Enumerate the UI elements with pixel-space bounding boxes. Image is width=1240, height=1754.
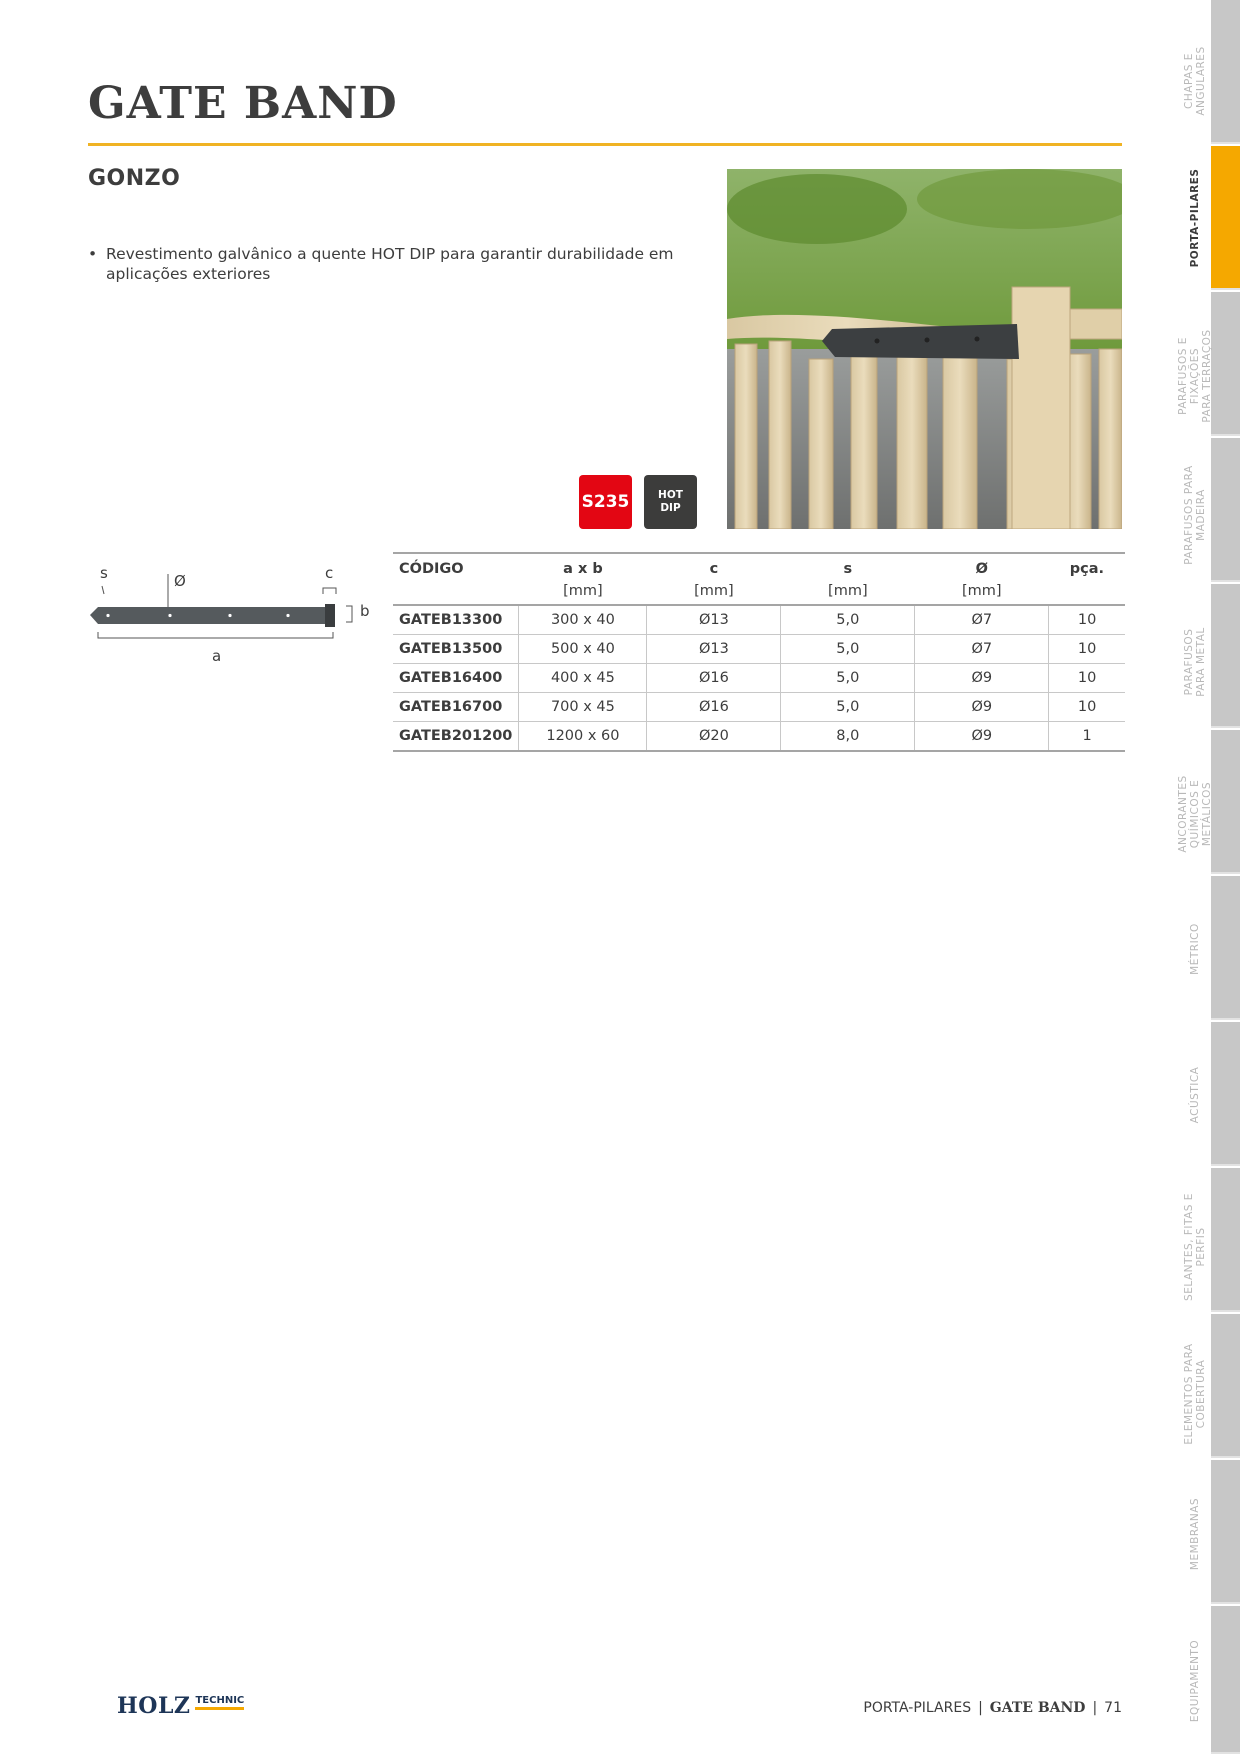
column-unit: [mm] — [781, 580, 915, 605]
table-cell: Ø7 — [915, 635, 1049, 664]
footer-product: GATE BAND — [989, 1700, 1086, 1716]
hot-dip-badge — [644, 475, 697, 529]
logo-subtitle: TECHNIC — [195, 1695, 244, 1710]
sidebar-item-madeira[interactable]: PARAFUSOS PARA MADEIRA — [1183, 465, 1207, 565]
product-photo — [727, 169, 1122, 529]
sidebar-item-membranas[interactable]: MEMBRANAS — [1189, 1497, 1201, 1571]
table-cell: 300 x 40 — [519, 605, 647, 635]
column-unit: [mm] — [647, 580, 781, 605]
table-cell: 1200 x 60 — [519, 722, 647, 752]
table-row — [393, 693, 1125, 722]
brand-logo — [117, 1693, 244, 1719]
sidebar-tab-selantes[interactable] — [1211, 1168, 1240, 1312]
sidebar-tab-porta-pilares[interactable] — [1211, 146, 1240, 290]
dim-label-s: s — [100, 564, 108, 582]
dimension-diagram — [90, 560, 380, 670]
table-cell: 8,0 — [781, 722, 915, 752]
table-cell: Ø13 — [647, 605, 781, 635]
table-header-row — [393, 553, 1125, 580]
page-subtitle: GONZO — [88, 166, 181, 191]
table-row — [393, 722, 1125, 752]
sidebar-item-selantes[interactable]: SELANTES, FITAS E PERFIS — [1183, 1193, 1207, 1301]
table-cell: Ø9 — [915, 722, 1049, 752]
footer-separator: | — [1092, 1700, 1098, 1716]
page-number: 71 — [1104, 1700, 1122, 1716]
table-cell: Ø13 — [647, 635, 781, 664]
column-unit: [mm] — [519, 580, 647, 605]
table-row — [393, 664, 1125, 693]
sidebar-item-metrico[interactable]: MÉTRICO — [1189, 923, 1201, 975]
table-cell: Ø9 — [915, 664, 1049, 693]
sidebar-tab-metal[interactable] — [1211, 584, 1240, 728]
table-cell: 5,0 — [781, 664, 915, 693]
table-cell: 700 x 45 — [519, 693, 647, 722]
column-unit — [1049, 580, 1125, 605]
sidebar-item-terracos[interactable]: PARAFUSOS E FIXAÇÕES PARA TERRAÇOS — [1177, 329, 1213, 423]
dim-label-c: c — [325, 564, 334, 582]
sidebar-item-chapas[interactable]: CHAPAS E ANGULARES — [1183, 46, 1207, 116]
table-cell: 400 x 45 — [519, 664, 647, 693]
footer-section: PORTA-PILARES — [863, 1700, 972, 1716]
sidebar-tab-cobertura[interactable] — [1211, 1314, 1240, 1458]
section-sidebar — [1211, 0, 1240, 1754]
table-cell: 10 — [1049, 693, 1125, 722]
table-cell: Ø16 — [647, 693, 781, 722]
material-badge — [579, 475, 632, 529]
sidebar-tab-madeira[interactable] — [1211, 438, 1240, 582]
sidebar-item-ancorantes[interactable]: ANCORANTES QUÍMICOS E METÁLICOS — [1177, 775, 1213, 853]
sidebar-tab-chapas[interactable] — [1211, 0, 1240, 144]
footer-separator: | — [978, 1700, 983, 1716]
table-cell: 10 — [1049, 635, 1125, 664]
product-code: GATEB16700 — [393, 693, 519, 722]
product-code: GATEB16400 — [393, 664, 519, 693]
column-header: CÓDIGO — [399, 561, 464, 577]
table-cell: Ø20 — [647, 722, 781, 752]
sidebar-item-equipamento[interactable]: EQUIPAMENTO — [1189, 1639, 1201, 1723]
sidebar-tab-terracos[interactable] — [1211, 292, 1240, 436]
product-spec-table — [393, 552, 1125, 752]
column-header: pça. — [1069, 561, 1104, 577]
product-code: GATEB13500 — [393, 635, 519, 664]
sidebar-item-metal[interactable]: PARAFUSOS PARA METAL — [1183, 627, 1207, 697]
logo-wordmark: HOLZ — [117, 1693, 191, 1719]
table-cell: 5,0 — [781, 635, 915, 664]
table-cell: 10 — [1049, 664, 1125, 693]
table-row — [393, 605, 1125, 635]
sidebar-tab-ancorantes[interactable] — [1211, 730, 1240, 874]
column-header: Ø — [975, 561, 988, 577]
feature-list — [88, 244, 678, 284]
product-code: GATEB201200 — [393, 722, 519, 752]
table-cell: 1 — [1049, 722, 1125, 752]
dim-label-a: a — [212, 647, 222, 665]
column-unit — [393, 580, 519, 605]
sidebar-item-acustica[interactable]: ACÚSTICA — [1189, 1066, 1201, 1124]
product-code: GATEB13300 — [393, 605, 519, 635]
hot-dip-badge-label: HOT DIP — [658, 489, 683, 514]
sidebar-tab-metrico[interactable] — [1211, 876, 1240, 1020]
table-cell: 10 — [1049, 605, 1125, 635]
title-underline — [88, 143, 1122, 146]
table-cell: Ø16 — [647, 664, 781, 693]
dim-label-diameter: Ø — [174, 572, 186, 590]
page-title: GATE BAND — [88, 78, 398, 129]
column-header: c — [709, 561, 719, 577]
gate-photo-illustration — [727, 169, 1122, 529]
table-cell: 500 x 40 — [519, 635, 647, 664]
sidebar-item-porta-pilares[interactable]: PORTA-PILARES — [1189, 168, 1201, 268]
table-cell: Ø9 — [915, 693, 1049, 722]
material-badge-label: S235 — [581, 492, 630, 512]
table-cell: Ø7 — [915, 605, 1049, 635]
table-cell: 5,0 — [781, 693, 915, 722]
table-row — [393, 635, 1125, 664]
feature-bullet: • Revestimento galvânico a quente HOT DIP para garantir durabilidade em aplicações exteriores — [88, 244, 678, 284]
column-header: a x b — [563, 561, 603, 577]
sidebar-tab-membranas[interactable] — [1211, 1460, 1240, 1604]
column-header: s — [843, 561, 853, 577]
sidebar-tab-acustica[interactable] — [1211, 1022, 1240, 1166]
page-footer — [863, 1700, 1122, 1716]
table-units-row — [393, 580, 1125, 605]
gate-band-drawing — [90, 560, 380, 670]
dim-label-b: b — [360, 602, 370, 620]
sidebar-tab-equipamento[interactable] — [1211, 1606, 1240, 1754]
sidebar-item-cobertura[interactable]: ELEMENTOS PARA COBERTURA — [1183, 1343, 1207, 1445]
column-unit: [mm] — [915, 580, 1049, 605]
table-cell: 5,0 — [781, 605, 915, 635]
